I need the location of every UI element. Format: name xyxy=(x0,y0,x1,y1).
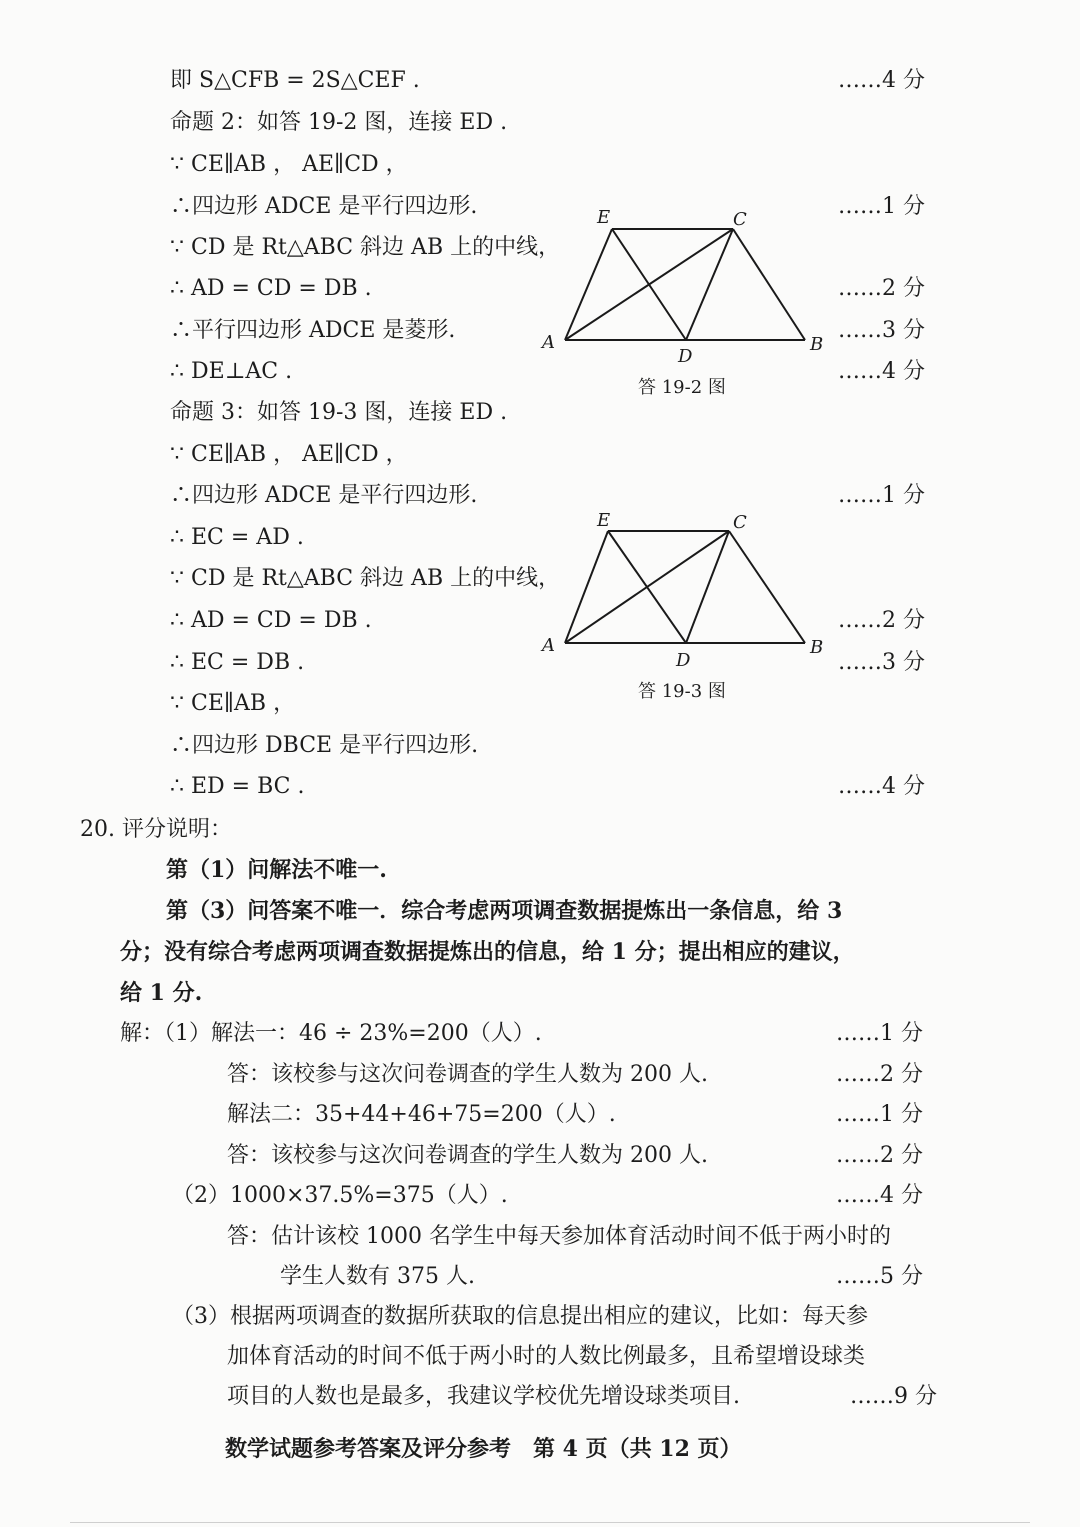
score-mark: ……2 分 xyxy=(836,1062,923,1087)
solution-line: 解：（1）解法一：46 ÷ 23%=200（人）. xyxy=(120,1021,542,1046)
scoring-note: 分；没有综合考虑两项调查数据提炼出的信息，给 1 分；提出相应的建议， xyxy=(120,939,855,965)
score-mark: ……5 分 xyxy=(836,1264,923,1289)
score-mark: ……2 分 xyxy=(836,1143,923,1168)
proof-line: ∴四边形 ADCE 是平行四边形. xyxy=(170,194,478,219)
solution-line: 答：该校参与这次问卷调查的学生人数为 200 人. xyxy=(227,1143,708,1168)
point-label-a: A xyxy=(542,332,555,353)
proof-line: ∴ AD = CD = DB . xyxy=(170,608,372,633)
score-mark: ……2 分 xyxy=(838,276,925,301)
segment-ed-2 xyxy=(608,531,686,643)
point-label-b: B xyxy=(810,334,824,355)
figure-caption: 答 19-3 图 xyxy=(638,681,726,702)
solution-line: 学生人数有 375 人. xyxy=(280,1264,475,1289)
score-mark: ……4 分 xyxy=(838,68,925,93)
proof-line: ∵ CD 是 Rt△ABC 斜边 AB 上的中线， xyxy=(170,566,561,591)
proof-line: ∴ EC = DB . xyxy=(170,650,305,675)
proof-line: ∴ DE⊥AC . xyxy=(170,359,293,384)
point-label-c: C xyxy=(733,512,747,533)
solution-line: 解法二：35+44+46+75=200（人）. xyxy=(227,1102,616,1127)
point-label-d: D xyxy=(678,346,693,367)
segment-ed xyxy=(612,229,686,340)
score-mark: ……2 分 xyxy=(838,608,925,633)
question-20-heading: 20. 评分说明： xyxy=(80,817,232,842)
score-mark: ……1 分 xyxy=(836,1021,923,1046)
page-footer: 数学试题参考答案及评分参考 第 4 页（共 12 页） xyxy=(225,1436,742,1462)
score-mark: ……4 分 xyxy=(838,774,925,799)
proof-line: ∵ CE∥AB ， xyxy=(170,691,296,716)
scoring-note: 第（1）问解法不唯一. xyxy=(166,857,387,883)
proof-line: ∵ CE∥AB ， AE∥CD ， xyxy=(170,442,408,467)
segment-cd-2 xyxy=(686,531,729,643)
score-mark: ……3 分 xyxy=(838,650,925,675)
point-label-e: E xyxy=(597,207,611,228)
figure-caption: 答 19-2 图 xyxy=(638,377,726,398)
solution-line: （3）根据两项调查的数据所获取的信息提出相应的建议，比如：每天参 xyxy=(172,1304,868,1329)
proof-line: ∴ AD = CD = DB . xyxy=(170,276,372,301)
solution-line: （2）1000×37.5%=375（人）. xyxy=(172,1183,508,1208)
score-mark: ……4 分 xyxy=(836,1183,923,1208)
score-mark: ……9 分 xyxy=(850,1384,937,1409)
segment-cb-2 xyxy=(729,531,805,643)
score-mark: ……1 分 xyxy=(838,483,925,508)
scoring-note: 给 1 分. xyxy=(120,980,203,1006)
point-label-d: D xyxy=(676,650,691,671)
solution-line: 答：该校参与这次问卷调查的学生人数为 200 人. xyxy=(227,1062,708,1087)
proof-line: ∴平行四边形 ADCE 是菱形. xyxy=(170,318,456,343)
proof-line: ∵ CD 是 Rt△ABC 斜边 AB 上的中线， xyxy=(170,235,561,260)
segment-ae-2 xyxy=(565,531,608,643)
point-label-c: C xyxy=(733,209,747,230)
proof-line: 即 S△CFB = 2S△CEF . xyxy=(170,68,420,93)
score-mark: ……1 分 xyxy=(836,1102,923,1127)
score-mark: ……4 分 xyxy=(838,359,925,384)
proof-heading: 命题 2：如答 19-2 图，连接 ED . xyxy=(170,110,508,135)
bottom-rule xyxy=(70,1522,1030,1523)
proof-line: ∴四边形 ADCE 是平行四边形. xyxy=(170,483,478,508)
proof-line: ∴四边形 DBCE 是平行四边形. xyxy=(170,733,479,758)
segment-cb xyxy=(733,229,805,340)
score-mark: ……3 分 xyxy=(838,318,925,343)
solution-line: 答：估计该校 1000 名学生中每天参加体育活动时间不低于两小时的 xyxy=(227,1224,891,1249)
proof-heading: 命题 3：如答 19-3 图，连接 ED . xyxy=(170,400,508,425)
score-mark: ……1 分 xyxy=(838,194,925,219)
solution-line: 加体育活动的时间不低于两小时的人数比例最多，且希望增设球类 xyxy=(227,1344,866,1369)
point-label-e: E xyxy=(597,510,611,531)
scoring-note: 第（3）问答案不唯一．综合考虑两项调查数据提炼出一条信息，给 3 xyxy=(166,898,843,924)
proof-line: ∴ ED = BC . xyxy=(170,774,305,799)
proof-line: ∵ CE∥AB ， AE∥CD ， xyxy=(170,152,408,177)
solution-line: 项目的人数也是最多，我建议学校优先增设球类项目. xyxy=(227,1384,740,1409)
point-label-a: A xyxy=(542,635,555,656)
proof-line: ∴ EC = AD . xyxy=(170,525,304,550)
point-label-b: B xyxy=(810,637,824,658)
